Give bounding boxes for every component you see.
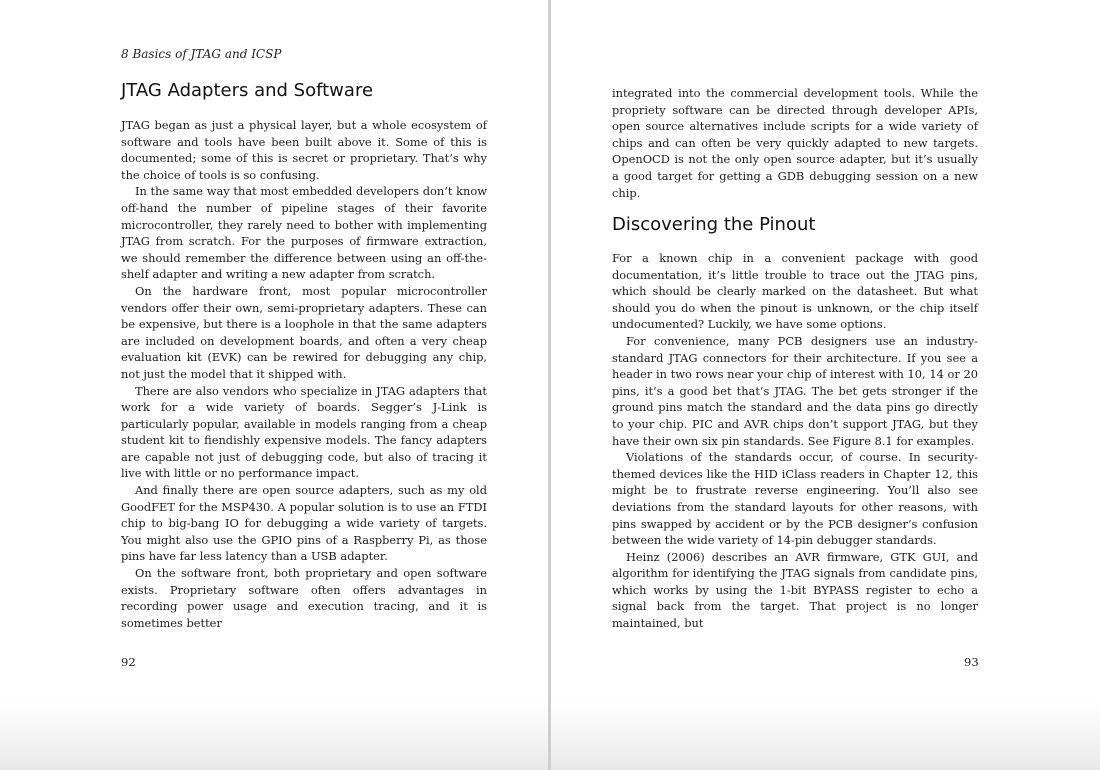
section-title-jtag-adapters: JTAG Adapters and Software <box>121 80 374 101</box>
paragraph: In the same way that most embedded developers don’t know off-hand the number of pipeline stages of their favorite microcontroller, they rarely need to bother with implementing JTAG from scratch. For the purposes of firmware extraction, we should remember the difference between using an off-the-shelf adapter and writing a new adapter from scratch. <box>121 184 487 282</box>
paragraph: Heinz (2006) describes an AVR firmware, GTK GUI, and algorithm for identifying the JTAG signals from candidate pins, which works by using the 1-bit BYPASS register to echo a signal back from the target. That project is no longer maintained, but <box>612 549 978 631</box>
left-page <box>0 0 548 770</box>
page-number-right: 93 <box>964 655 979 669</box>
paragraph: On the hardware front, most popular microcontroller vendors offer their own, semi-proprietary adapters. These can be expensive, but there is a loophole in that the same adapters are included on development boards, and often a very cheap evaluation kit (EVK) can be rewired for debugging any chip, not just the model that it shipped with. <box>121 283 487 381</box>
left-body-text <box>121 117 487 631</box>
paragraph: And finally there are open source adapters, such as my old GoodFET for the MSP430. A popular solution is to use an FTDI chip to big-bang IO for debugging a wide variety of targets. You might also use the GPIO pins of a Raspberry Pi, as those pins have far less latency than a USB adapter. <box>121 483 487 564</box>
right-page <box>551 0 1100 770</box>
paragraph: For convenience, many PCB designers use an industry-standard JTAG connectors for their architecture. If you see a header in two rows near your chip of interest with 10, 14 or 20 pins, it’s a good bet that’s JTAG. The bet gets stronger if the ground pins match the standard and the data pins go directly to your chip. PIC and AVR chips don’t support JTAG, but they have their own six pin standards. See Figure 8.1 for examples. <box>612 333 978 448</box>
section-title-discovering-pinout: Discovering the Pinout <box>612 214 816 235</box>
right-body-continuation <box>612 85 978 201</box>
paragraph: There are also vendors who specialize in JTAG adapters that work for a wide variety of boards. Segger’s J-Link is particularly popular, available in models ranging from a cheap student kit to fiendishly expensive models. The fancy adapters are capable not just of debugging code, but also of tracing it live with little or no performance impact. <box>121 383 487 481</box>
paragraph: For a known chip in a convenient package with good documentation, it’s little trouble to trace out the JTAG pins, which should be clearly marked on the datasheet. But what should you do when the pinout is unknown, or the chip itself undocumented? Luckily, we have some options. <box>612 251 978 332</box>
running-head: 8 Basics of JTAG and ICSP <box>121 47 282 61</box>
paragraph: JTAG began as just a physical layer, but a whole ecosystem of software and tools have been built above it. Some of this is documented; some of this is secret or proprietary. That’s why the choice of tools is so confusing. <box>121 118 487 182</box>
paragraph: On the software front, both proprietary and open software exists. Proprietary software often offers advantages in recording power usage and execution tracing, and it is sometimes better <box>121 566 487 630</box>
paragraph: Violations of the standards occur, of course. In security-themed devices like the HID iClass readers in Chapter 12, this might be to frustrate reverse engineering. You’ll also see deviations from the standard layouts for other reasons, with pins swapped by accident or by the PCB designer’s confusion between the wide variety of 14-pin debugger standards. <box>612 450 978 548</box>
page-number-left: 92 <box>121 655 136 669</box>
right-body-text <box>612 250 978 632</box>
paragraph: integrated into the commercial development tools. While the propriety software can be directed through developer APIs, open source alternatives include scripts for a wide variety of chips and can often be very quickly adapted to new targets. OpenOCD is not the only open source adapter, but it’s usually a good target for getting a GDB debugging session on a new chip. <box>612 86 978 200</box>
